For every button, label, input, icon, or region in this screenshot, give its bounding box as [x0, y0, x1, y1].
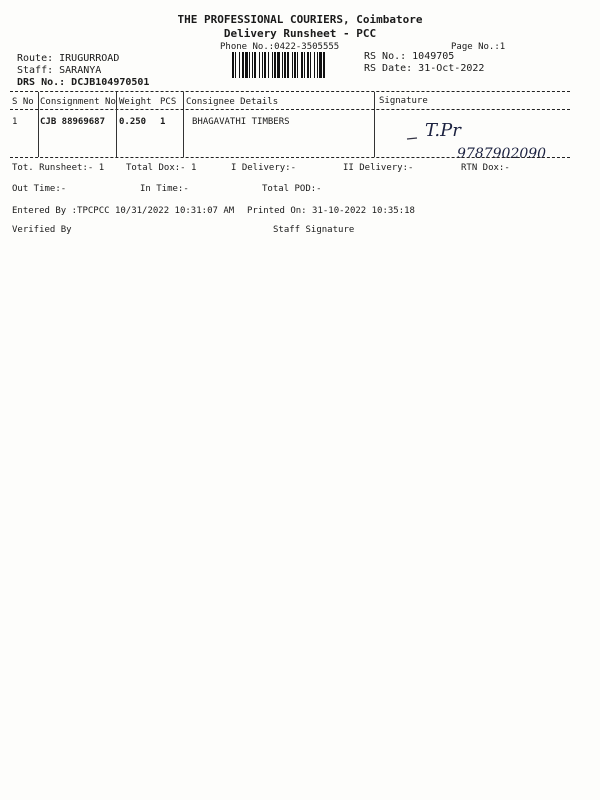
entered-by: Entered By :TPCPCC 10/31/2022 10:31:07 AM	[12, 206, 235, 216]
drs-number: DRS No.: DCJB104970501	[17, 77, 150, 88]
rs-date: RS Date: 31-Oct-2022	[364, 63, 485, 74]
row-weight: 0.250	[119, 117, 147, 127]
route: Route: IRUGURROAD	[17, 53, 120, 64]
phone-number: Phone No.:0422-3505555	[220, 42, 340, 52]
total-runsheet: Tot. Runsheet:- 1	[12, 163, 105, 173]
row-sno: 1	[12, 117, 18, 127]
header-weight: Weight	[119, 97, 152, 107]
column-divider	[38, 92, 39, 157]
page-number: Page No.:1	[451, 42, 506, 52]
table-top-rule	[10, 91, 570, 92]
first-delivery: I Delivery:-	[231, 163, 297, 173]
column-divider	[116, 92, 117, 157]
column-divider	[183, 92, 184, 157]
row-consignee: BHAGAVATHI TIMBERS	[192, 117, 290, 127]
verified-by: Verified By	[12, 225, 72, 235]
total-pod: Total POD:-	[262, 184, 322, 194]
second-delivery: II Delivery:-	[343, 163, 414, 173]
staff-signature-label: Staff Signature	[273, 225, 355, 235]
document-title: Delivery Runsheet - PCC	[223, 27, 377, 40]
header-pcs: PCS	[160, 97, 177, 107]
signature-initials: T.Pr	[425, 120, 461, 141]
in-time: In Time:-	[140, 184, 189, 194]
header-signature: Signature	[379, 96, 428, 106]
printed-on: Printed On: 31-10-2022 10:35:18	[247, 206, 415, 216]
out-time: Out Time:-	[12, 184, 67, 194]
row-consignment-no: CJB 88969687	[40, 117, 106, 127]
signature-phone: 9787902090	[457, 146, 547, 162]
staff-name: Staff: SARANYA	[17, 65, 102, 76]
header-sno: S No	[12, 97, 34, 107]
table-header-rule	[10, 109, 570, 110]
row-pcs: 1	[160, 117, 166, 127]
company-name: THE PROFESSIONAL COURIERS, Coimbatore	[177, 13, 423, 26]
header-consignment-no: Consignment No	[40, 97, 116, 107]
rs-number: RS No.: 1049705	[364, 51, 455, 62]
column-divider	[374, 92, 375, 157]
table-bottom-rule	[10, 157, 570, 158]
handwritten-signature	[395, 112, 575, 162]
total-dox: Total Dox:- 1	[126, 163, 197, 173]
barcode	[232, 52, 360, 78]
header-consignee-details: Consignee Details	[186, 97, 279, 107]
rtn-dox: RTN Dox:-	[461, 163, 510, 173]
